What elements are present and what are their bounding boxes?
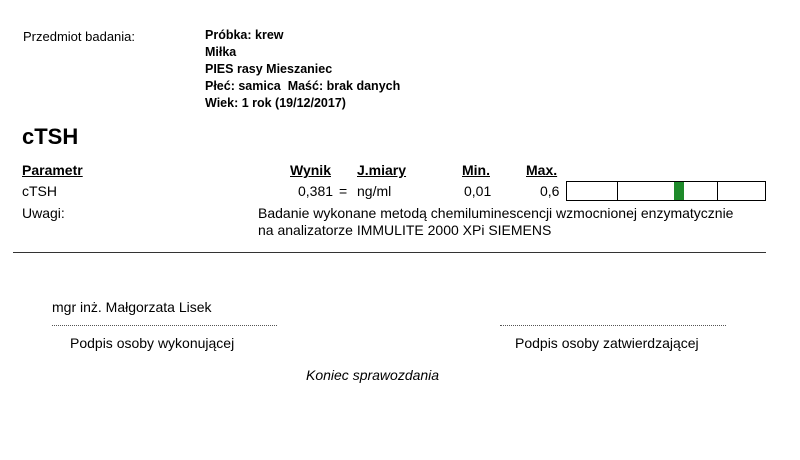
patient-age: Wiek: 1 rok (19/12/2017) bbox=[205, 96, 346, 110]
notes-label: Uwagi: bbox=[22, 205, 65, 221]
performer-name: mgr inż. Małgorzata Lisek bbox=[52, 299, 212, 315]
patient-sex-color: Płeć: samica Maść: brak danych bbox=[205, 79, 401, 93]
row-relation: = bbox=[339, 183, 348, 199]
row-result: 0,381 bbox=[298, 183, 334, 199]
range-segment bbox=[717, 182, 765, 200]
row-unit: ng/ml bbox=[357, 183, 392, 199]
row-max: 0,6 bbox=[540, 183, 560, 199]
header-unit: J.miary bbox=[357, 162, 407, 178]
test-title: cTSH bbox=[22, 124, 79, 149]
notes-line-1: Badanie wykonane metodą chemiluminescencji wzmocnionej enzymatycznie bbox=[258, 205, 734, 221]
header-parameter: Parametr bbox=[22, 162, 83, 178]
approver-signature-line bbox=[500, 325, 726, 326]
header-result: Wynik bbox=[290, 162, 331, 178]
sample-type: Próbka: krew bbox=[205, 28, 284, 42]
range-segment bbox=[567, 182, 617, 200]
notes-line-2: na analizatorze IMMULITE 2000 XPi SIEMENS bbox=[258, 222, 552, 238]
subject-label: Przedmiot badania: bbox=[23, 29, 136, 44]
report-end-text: Koniec sprawozdania bbox=[306, 367, 440, 383]
range-segment bbox=[617, 182, 676, 200]
row-min: 0,01 bbox=[464, 183, 492, 199]
section-divider bbox=[13, 252, 766, 253]
row-parameter: cTSH bbox=[22, 183, 57, 199]
header-min: Min. bbox=[462, 162, 490, 178]
performer-signature-line bbox=[52, 325, 277, 326]
patient-name: Miłka bbox=[205, 45, 237, 59]
performer-caption: Podpis osoby wykonującej bbox=[70, 335, 235, 351]
reference-range-bar bbox=[566, 181, 766, 201]
result-indicator bbox=[674, 182, 684, 200]
header-max: Max. bbox=[526, 162, 558, 178]
patient-species: PIES rasy Mieszaniec bbox=[205, 62, 333, 76]
approver-caption: Podpis osoby zatwierdzającej bbox=[515, 335, 699, 351]
